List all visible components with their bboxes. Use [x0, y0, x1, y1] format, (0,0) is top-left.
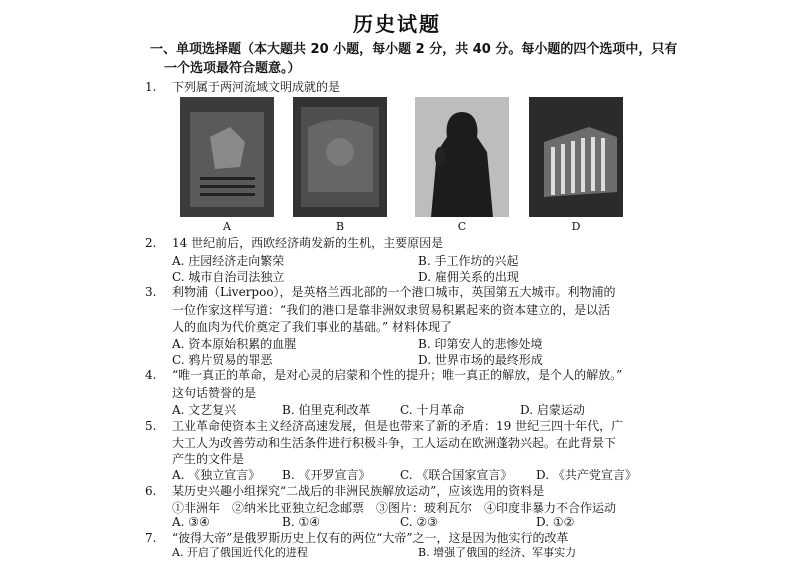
section-heading-line1: 一、单项选择题（本大题共 20 小题，每小题 2 分，共 40 分。每小题的四个选项中，只有: [150, 42, 678, 57]
question-number: 7.: [145, 531, 157, 545]
option-b: B. 印第安人的悲惨处境: [418, 337, 543, 351]
option-b: B. 增强了俄国的经济、军事实力: [418, 546, 577, 559]
page-title: 历史试题: [353, 12, 441, 36]
question-stem-line2: ①非洲年 ②纳米比亚独立纪念邮票 ③图片：玻利瓦尔 ④印度非暴力不合作运动: [172, 501, 617, 515]
option-d: D. 雇佣关系的出现: [418, 270, 519, 284]
question-stem-line2: 一位作家这样写道：“我们的港口是靠非洲奴隶贸易积累起来的资本建立的，是以活: [172, 303, 611, 317]
question-number: 4.: [145, 368, 157, 382]
image-label-b: B: [335, 220, 345, 233]
option-b: B. 《开罗宣言》: [282, 468, 371, 482]
option-a: A. 开启了俄国近代化的进程: [172, 546, 308, 559]
question-stem-line2: 这句话赞誉的是: [172, 386, 257, 400]
option-c: C. 城市自治司法独立: [172, 270, 285, 284]
question-number: 6.: [145, 484, 157, 498]
question-number: 3.: [145, 285, 157, 299]
question-stem-line1: 工业革命使资本主义经济高速发展，但是也带来了新的矛盾：19 世纪三四十年代，广: [172, 419, 624, 433]
option-a: A. 《独立宣言》: [172, 468, 261, 482]
option-c: C. 鸦片贸易的罪恶: [172, 353, 273, 367]
option-a: A. 资本原始积累的血腥: [172, 337, 297, 351]
question-number: 1.: [145, 80, 157, 94]
question-stem-line1: 利物浦（Liverpoo），是英格兰西北部的一个港口城市，英国第五大城市。利物浦的: [172, 285, 616, 299]
option-c: C. 《联合国家宣言》: [400, 468, 513, 482]
option-image-c: [415, 97, 509, 217]
option-a: A. ③④: [172, 515, 210, 529]
buddha-statue-image: [415, 97, 509, 217]
question-stem-line1: “彼得大帝”是俄罗斯历史上仅有的两位“大帝”之一，这是因为他实行的改革: [172, 531, 569, 545]
relief-image: [293, 97, 387, 217]
option-b: B. 伯里克利改革: [282, 403, 371, 417]
option-c: C. 十月革命: [400, 403, 465, 417]
question-stem: 下列属于两河流域文明成就的是: [172, 80, 341, 94]
question-stem-line2: 大工人为改善劳动和生活条件进行积极斗争，工人运动在欧洲蓬勃兴起。在此背景下: [172, 436, 617, 450]
option-d: D. 《共产党宣言》: [536, 468, 637, 482]
question-stem-line3: 人的血肉为代价奠定了我们事业的基础。” 材料体现了: [172, 320, 452, 334]
question-stem-line3: 产生的文件是: [172, 452, 245, 466]
question-stem-line1: “唯一真正的革命，是对心灵的启蒙和个性的提升；唯一真正的解放，是个人的解放。”: [172, 368, 623, 382]
image-label-d: D: [571, 220, 581, 233]
option-a: A. 庄园经济走向繁荣: [172, 254, 285, 268]
stele-image: [180, 97, 274, 217]
section-heading-line2: 一个选项最符合题意。）: [164, 61, 301, 76]
image-label-c: C: [457, 220, 467, 233]
question-number: 2.: [145, 236, 157, 250]
section-heading: [150, 40, 680, 78]
option-c: C. ②③: [400, 515, 438, 529]
image-label-a: A: [223, 220, 231, 233]
option-image-d: [529, 97, 623, 217]
option-d: D. 启蒙运动: [520, 403, 585, 417]
question-number: 5.: [145, 419, 157, 433]
question-stem: 14 世纪前后，西欧经济萌发新的生机，主要原因是: [172, 236, 444, 250]
option-d: D. ①②: [536, 515, 575, 529]
option-a: A. 文艺复兴: [172, 403, 237, 417]
option-image-a: [180, 97, 274, 217]
option-d: D. 世界市场的最终形成: [418, 353, 543, 367]
question-stem-line1: 某历史兴趣小组探究“二战后的非洲民族解放运动”，应该选用的资料是: [172, 484, 545, 498]
ancient-temple-image: [529, 97, 623, 217]
option-b: B. 手工作坊的兴起: [418, 254, 519, 268]
option-image-b: [293, 97, 387, 217]
option-b: B. ①④: [282, 515, 320, 529]
